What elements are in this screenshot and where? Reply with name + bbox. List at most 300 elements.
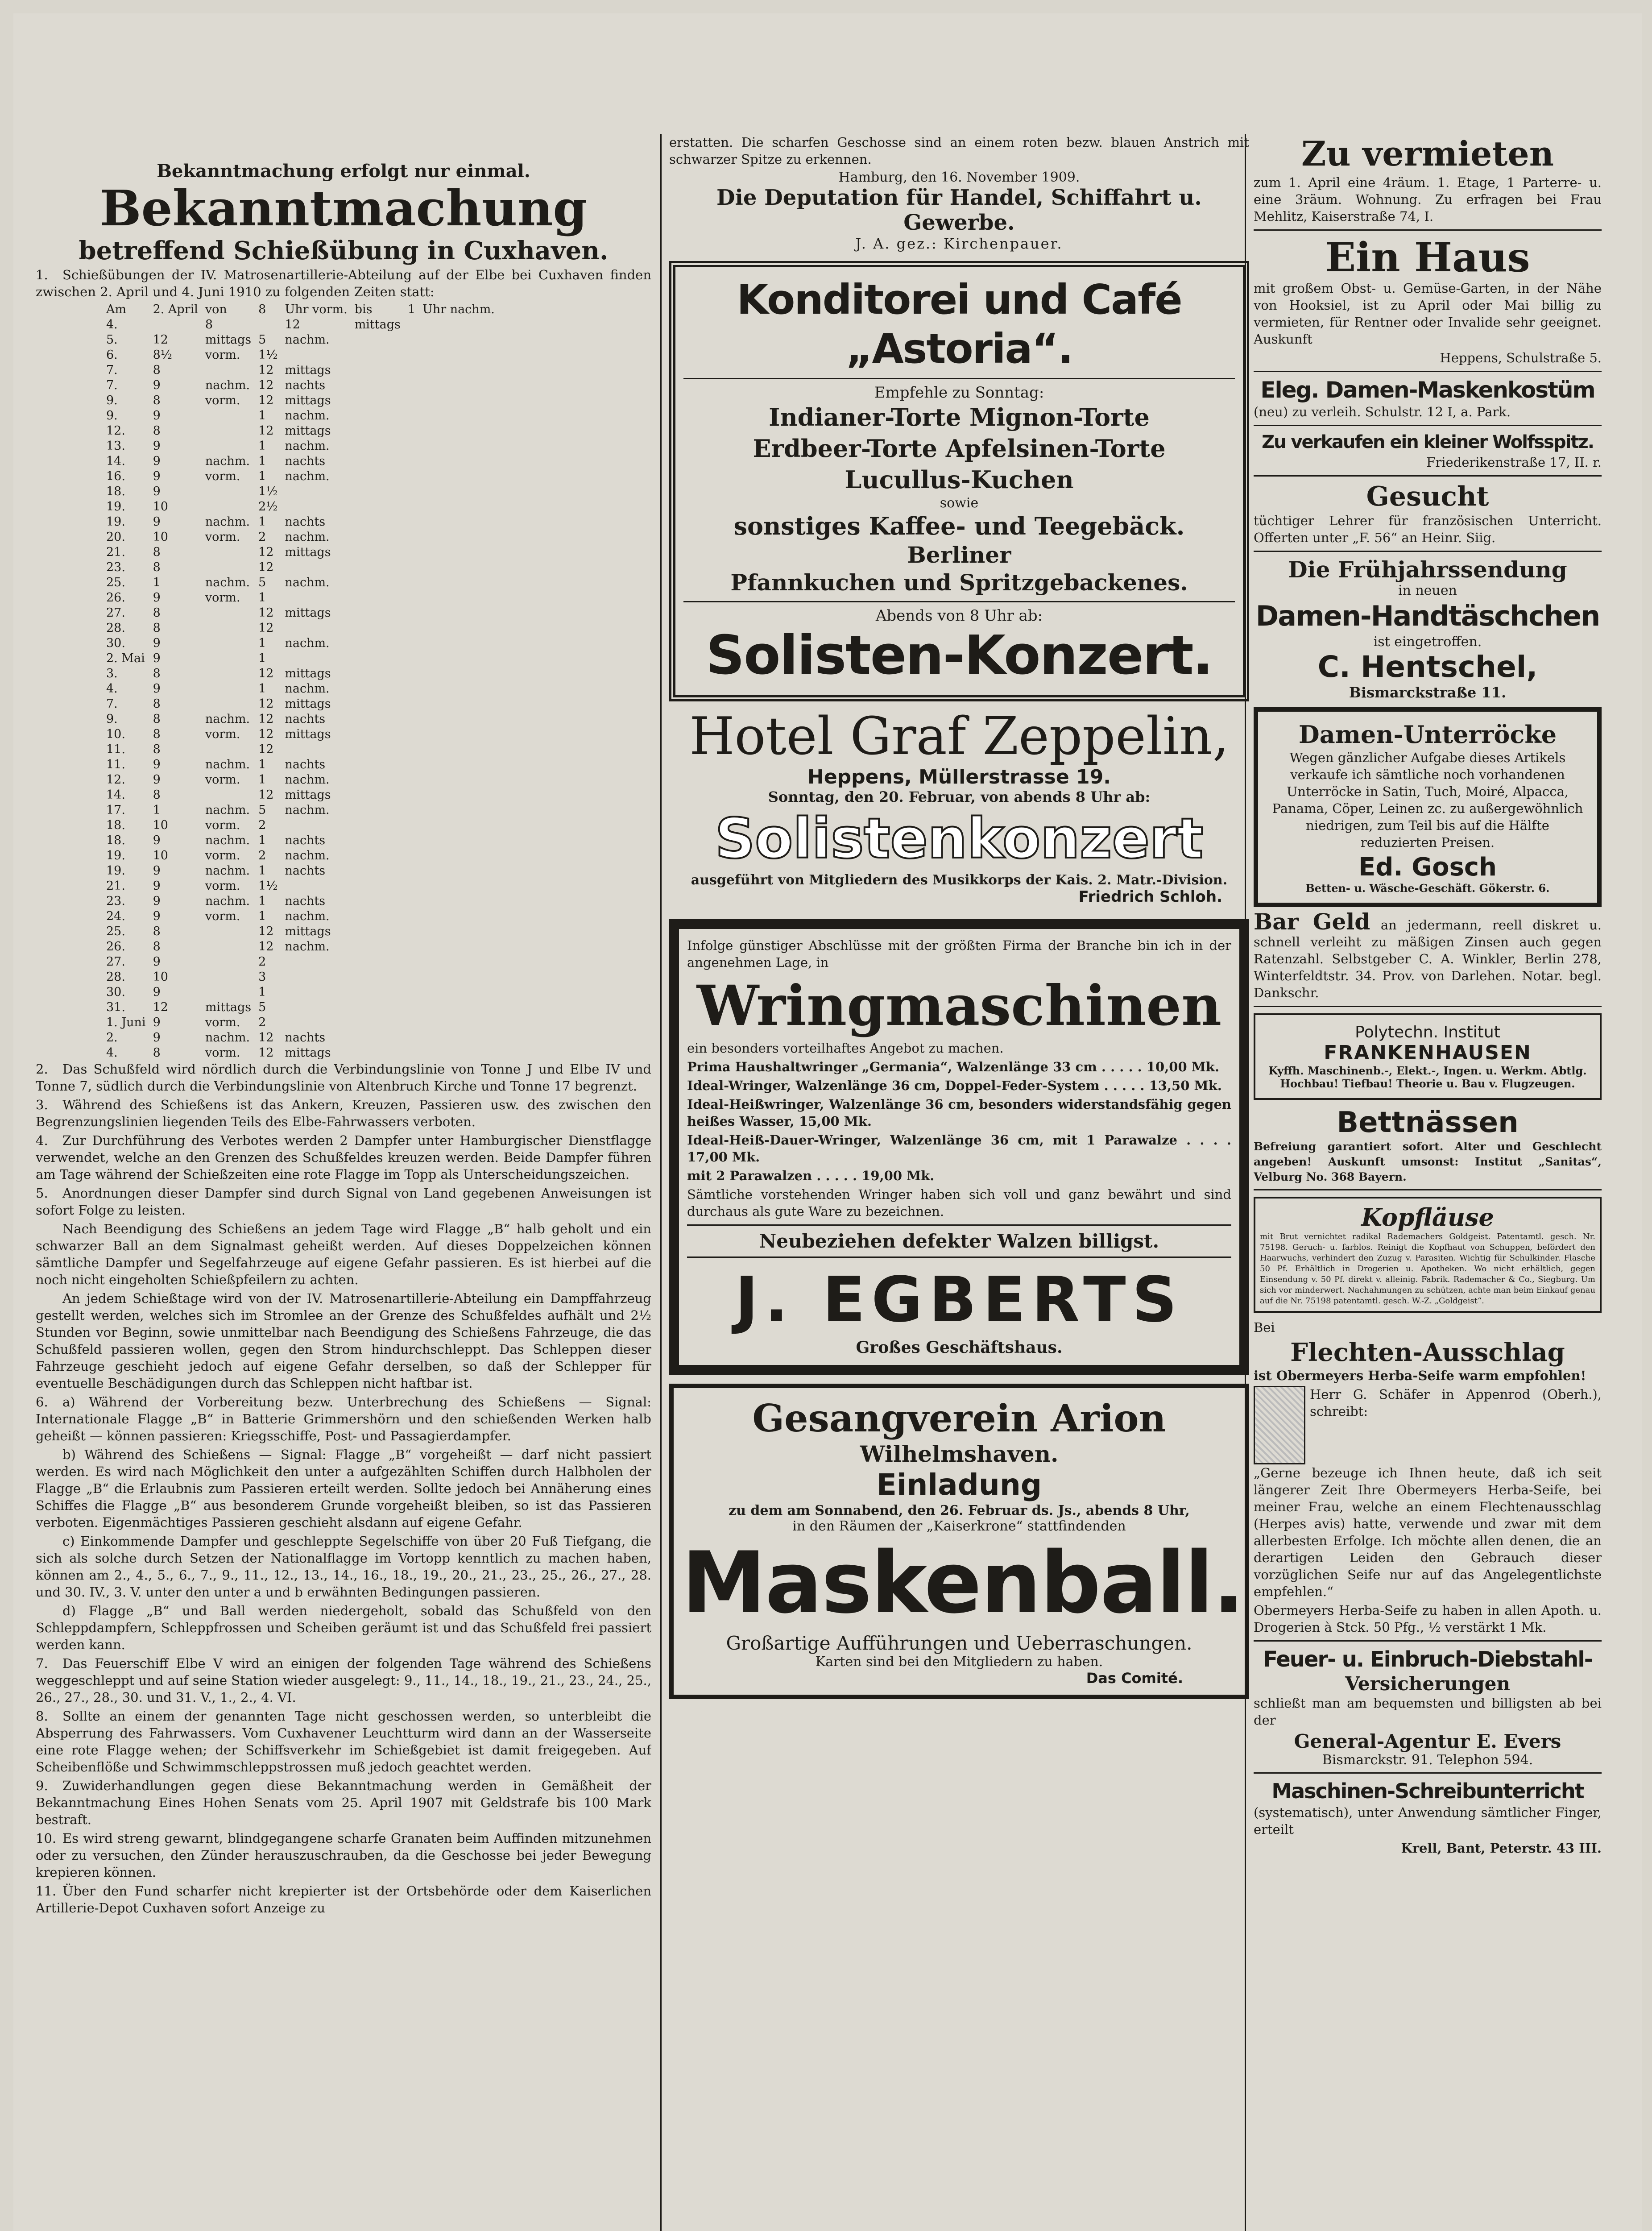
wringer-ad <box>669 919 1249 1375</box>
dog-address: Friederikenstraße 17, II. r. <box>1426 455 1602 470</box>
schedule-row <box>103 894 498 909</box>
arion-title: Gesangverein Arion <box>752 1396 1166 1440</box>
schedule-row <box>103 727 498 742</box>
schedule-cell: 12 <box>258 560 274 574</box>
schedule-cell: 9 <box>153 955 161 969</box>
insurance-sub: Versicherungen <box>1345 1673 1510 1695</box>
schedule-row <box>103 545 498 560</box>
bedwetting-title: Bettnässen <box>1337 1106 1519 1139</box>
schedule-cell: nachm. <box>285 530 330 544</box>
schedule-cell <box>202 636 255 651</box>
schedule-cell: 9 <box>153 834 161 847</box>
polytech-line: Polytechn. Institut <box>1355 1023 1500 1041</box>
schedule-cell: 4. <box>106 318 118 332</box>
schedule-cell: vorm. <box>205 530 240 544</box>
wringer-repair: Neubeziehen defekter Walzen billigst. <box>759 1230 1159 1252</box>
schedule-cell: 9 <box>153 773 161 787</box>
schedule-cell: mittags <box>285 606 331 620</box>
schedule-cell: nachm. <box>285 803 330 817</box>
schedule-cell: 9 <box>153 909 161 923</box>
schedule-cell <box>202 621 255 636</box>
egberts-name: J. EGBERTS <box>735 1264 1184 1336</box>
schedule-cell: 12 <box>258 1046 274 1060</box>
schedule-cell: nachm. <box>205 1031 250 1045</box>
schedule-cell: 5 <box>258 1000 266 1014</box>
schedule-cell <box>202 439 255 454</box>
schedule-cell: 30. <box>106 985 125 999</box>
schedule-row <box>103 1000 498 1015</box>
schedule-cell: 9 <box>153 591 161 605</box>
schedule-row <box>103 530 498 545</box>
schedule-cell: 1. Juni <box>106 1016 146 1029</box>
schedule-cell <box>202 545 255 560</box>
product-illustration <box>1254 1386 1305 1464</box>
schedule-row <box>103 863 498 879</box>
schedule-row <box>103 348 498 363</box>
polytech-name: FRANKENHAUSEN <box>1324 1041 1532 1064</box>
schedule-header-cell: Am <box>106 303 127 316</box>
wringer-offer: ein besonders vorteilhaftes Angebot zu machen. <box>687 1041 1004 1056</box>
schedule-cell: 12 <box>285 318 300 332</box>
schedule-cell: 21. <box>106 879 125 893</box>
schedule-cell: 24. <box>106 909 125 923</box>
schedule-cell: 12 <box>258 712 274 726</box>
notice-date: Hamburg, den 16. November 1909. <box>838 170 1080 185</box>
notice-paragraph: 11. Über den Fund scharfer nicht krepierter ist der Ortsbehörde oder dem Kaiserlichen Artillerie-Depot Cuxhaven sofort Anzeige zu <box>36 1883 651 1916</box>
notice-paragraph: d) Flagge „B“ und Ball werden niedergeholt, sobald das Schußfeld von den Schleppdampfern, Schleppfrossen und Scheiben geräumt ist und das Schußfeld frei passiert werden kann. <box>36 1603 651 1652</box>
schedule-cell: 12 <box>258 378 274 392</box>
notice-paragraph: c) Einkommende Dampfer und geschleppte Segelschiffe von über 20 Fuß Tiefgang, die sich als solche durch Setzen der Nationalflagge im Vortopp kenntlich zu machen haben, können am 2., 4., 5., 6., 7., 9., 11., 12., 13., 14., 16., 18., 19., 20., 21., 23., 25., 26., 27., 28. und 30. IV., 3. V. unter den unter a und b erwähnten Bedingungen passieren. <box>36 1534 651 1600</box>
schedule-cell: 4. <box>106 682 118 696</box>
schedule-cell <box>202 924 255 939</box>
schedule-row <box>103 378 498 393</box>
schedule-cell <box>202 423 255 439</box>
wanted-title: Gesucht <box>1366 481 1489 512</box>
hotel-performers: ausgeführt von Mitgliedern des Musikkorps der Kais. 2. Matr.-Division. <box>691 872 1228 888</box>
lice-text: mit Brut vernichtet radikal Rademachers Goldgeist. Patentamtl. gesch. Nr. 75198. Geruch- u. farblos. Reinigt die Kopfhaut von Schuppen, befördert den Haarwuchs, verhindert den Zuzug v. Parasiten. Wichtig für Schulkinder. Flasche 50 Pf. Erhältlich in Drogerien u. Apotheken. Wo nicht erhältlich, gegen Einsendung v. 50 Pf. direkt v. alleinig. Fabrik. Rademacher & Co., Siegburg. Um sich vor minderwert. Nachahmungen zu schützen, achte man beim Einkauf genau auf die Nr. 75198 patentamtl. gesch. W.-Z. „Goldgeist“. <box>1260 1232 1595 1306</box>
schedule-cell <box>281 879 351 894</box>
gosch-name: Ed. Gosch <box>1358 853 1497 882</box>
schedule-cell: 26. <box>106 940 125 954</box>
schedule-row <box>103 818 498 833</box>
schedule-cell: 10 <box>153 849 168 863</box>
schedule-row <box>103 697 498 712</box>
schedule-cell: 8 <box>153 606 161 620</box>
schedule-row <box>103 757 498 772</box>
notice-signature: J. A. gez.: Kirchenpauer. <box>855 235 1063 252</box>
schedule-cell: 8 <box>153 667 161 680</box>
wringer-item: Ideal-Heiß-Dauer-Wringer, Walzenlänge 36 cm, mit 1 Parawalze . . . . 17,00 Mk. <box>687 1132 1231 1165</box>
schedule-cell: 9 <box>153 636 161 650</box>
schedule-cell: nachm. <box>285 909 330 923</box>
wringer-item: Ideal-Heißwringer, Walzenlänge 36 cm, besonders widerstandsfähig gegen heißes Wasser, 15,00 Mk. <box>687 1097 1231 1129</box>
schedule-cell: 8 <box>153 742 161 756</box>
schedule-cell: 8 <box>153 712 161 726</box>
schedule-cell: 8 <box>153 727 161 741</box>
schedule-cell: 12 <box>258 1031 274 1045</box>
schedule-cell: 28. <box>106 621 125 635</box>
schedule-cell: 1 <box>258 651 266 665</box>
schedule-cell <box>202 939 255 954</box>
schedule-cell: nachm. <box>205 758 250 771</box>
schedule-cell: 8 <box>153 925 161 938</box>
schedule-row <box>103 909 498 924</box>
schedule-cell: 9 <box>153 682 161 696</box>
schedule-cell: nachts <box>285 864 326 878</box>
schedule-cell: mittags <box>354 318 401 332</box>
schedule-cell: 12 <box>258 363 274 377</box>
schedule-cell: mittags <box>205 1000 252 1014</box>
typing-title: Maschinen-Schreibunterricht <box>1271 1779 1584 1803</box>
schedule-cell: 9 <box>153 515 161 529</box>
schedule-cell <box>281 985 351 1000</box>
schedule-cell: 1 <box>258 909 266 923</box>
notice-paragraph: 7. Das Feuerschiff Elbe V wird an einigen der folgenden Tage während des Schießens weggeschleppt und auf seine Station wieder ausgelegt: 9., 11., 14., 18., 19., 21., 23., 24., 25., 26., 27., 28., 30. und 31. V., 1., 2., 4. VI. <box>36 1656 651 1705</box>
schedule-cell <box>281 970 351 985</box>
schedule-cell: 14. <box>106 454 125 468</box>
schedule-cell <box>202 499 255 514</box>
schedule-row <box>103 499 498 514</box>
house-text: mit großem Obst- u. Gemüse-Garten, in der Nähe von Hooksiel, ist zu April oder Mai billig zu vermieten, für Rentner oder Invalide sehr geeignet. Auskunft <box>1254 281 1602 347</box>
schedule-cell: 7. <box>106 363 118 377</box>
cafe-evening: Abends von 8 Uhr ab: <box>875 607 1043 625</box>
schedule-cell: nachm. <box>205 515 250 529</box>
schedule-row <box>103 803 498 818</box>
schedule-cell: 1 <box>258 985 266 999</box>
dog-title: Zu verkaufen ein kleiner Wolfsspitz. <box>1262 432 1594 452</box>
schedule-cell: 23. <box>106 894 125 908</box>
schedule-header-cell: 2. April <box>153 303 198 316</box>
schedule-cell: 10 <box>153 530 168 544</box>
schedule-cell <box>202 788 255 803</box>
hotel-name: Hotel Graf Zeppelin, <box>689 706 1229 767</box>
cafe-recommend: Empfehle zu Sonntag: <box>874 384 1044 402</box>
schedule-row <box>103 879 498 894</box>
schedule-cell: 2 <box>258 1016 266 1029</box>
schedule-cell: mittags <box>285 788 331 802</box>
schedule-cell: 1 <box>258 864 266 878</box>
schedule-row <box>103 651 498 666</box>
schedule-cell: vorm. <box>205 1016 240 1029</box>
schedule-cell: vorm. <box>205 591 240 605</box>
schedule-cell <box>202 697 255 712</box>
schedule-cell: 20. <box>106 530 125 544</box>
evers-name: General-Agentur E. Evers <box>1294 1730 1561 1752</box>
schedule-cell: mittags <box>205 333 252 347</box>
schedule-cell: 9 <box>153 409 161 423</box>
schedule-cell: nachm. <box>205 834 250 847</box>
schedule-cell: 1 <box>258 439 266 453</box>
arion-ad <box>669 1384 1249 1699</box>
schedule-cell: 12 <box>258 788 274 802</box>
schedule-cell: 4. <box>106 1046 118 1060</box>
schedule-cell: 8 <box>153 545 161 559</box>
schedule-cell <box>202 363 255 378</box>
rent-text: zum 1. April eine 4räum. 1. Etage, 1 Parterre- u. eine 3räum. Wohnung. Zu erfragen bei Frau Mehlitz, Kaiserstraße 74, I. <box>1254 175 1602 224</box>
schedule-cell: 8 <box>153 697 161 711</box>
schedule-cell: nachm. <box>205 576 250 589</box>
cafe-more: sonstiges Kaffee- und Teegebäck. <box>733 512 1185 540</box>
schedule-cell: 12. <box>106 773 125 787</box>
schedule-cell: nachm. <box>285 409 330 423</box>
arion-invitation: Einladung <box>876 1468 1042 1502</box>
schedule-cell: 12 <box>258 545 274 559</box>
schedule-cell <box>202 681 255 697</box>
schedule-header-cell: Uhr vorm. <box>285 303 348 316</box>
schedule-cell: vorm. <box>205 1046 240 1060</box>
schedule-cell: 31. <box>106 1000 125 1014</box>
schedule-row <box>103 423 498 439</box>
schedule-cell: vorm. <box>205 469 240 483</box>
arion-city: Wilhelmshaven. <box>860 1441 1059 1467</box>
petticoat-text: Wegen gänzlicher Aufgabe dieses Artikels verkaufe ich sämtliche noch vorhandenen Unterröcke in Satin, Tuch, Moiré, Alpacca, Panama, Cöper, Leinen zc. zu außergewöhnlich niedrigen, zum Teil bis auf die Hälfte reduzierten Preisen. <box>1272 750 1583 850</box>
schedule-cell: 8 <box>153 1046 161 1060</box>
cafe-item: Lucullus-Kuchen <box>845 465 1074 494</box>
schedule-cell <box>281 621 351 636</box>
schedule-cell <box>202 742 255 757</box>
schedule-cell: nachts <box>285 378 326 392</box>
schedule-row <box>103 439 498 454</box>
polytech-text: Kyffh. Maschinenb.-, Elekt.-, Ingen. u. Werkm. Abtlg. Hochbau! Tiefbau! Theorie u. Bau v. Flugzeugen. <box>1268 1064 1587 1090</box>
evers-address: Bismarckstr. 91. Telephon 594. <box>1322 1752 1533 1768</box>
schedule-cell: 5 <box>258 576 266 589</box>
schedule-cell: 8 <box>153 394 161 407</box>
schedule-cell: mittags <box>285 727 331 741</box>
schedule-row <box>103 514 498 530</box>
schedule-header-row <box>103 302 498 317</box>
cafe-title: Konditorei und Café „Astoria“. <box>737 276 1182 373</box>
schedule-cell <box>281 499 351 514</box>
schedule-cell: 9 <box>153 454 161 468</box>
notice-paragraph: Nach Beendigung des Schießens an jedem Tage wird Flagge „B“ halb geholt und ein schwarzer Ball an dem Signalmast geheißt werden. Auf dieses Doppelzeichen können sämtliche Dampfer und Segelfahrzeuge auf eigene Gefahr passieren. Es ist hierbei auf die noch nicht eingeholten Schießpfeilern zu achten. <box>36 1221 651 1287</box>
notice-paragraph: 6. a) Während der Vorbereitung bezw. Unterbrechung des Schießens — Signal: Internationale Flagge „B“ in Batterie Grimmershörn und den schießenden Werken halb geheißt — können passieren: Kriegsschiffe, Post- und Passagierdampfer. <box>36 1394 651 1443</box>
schedule-cell: vorm. <box>205 849 240 863</box>
schedule-cell: vorm. <box>205 394 240 407</box>
schedule-cell: 9 <box>153 439 161 453</box>
cafe-concert: Solisten-Konzert. <box>706 625 1213 687</box>
eczema-testimonial <box>1254 1386 1602 1464</box>
schedule-cell: 18. <box>106 485 125 498</box>
schedule-row <box>103 1030 498 1045</box>
cafe-item: Indianer-Torte Mignon-Torte <box>769 403 1150 431</box>
schedule-cell: vorm. <box>205 909 240 923</box>
schedule-cell: nachm. <box>285 849 330 863</box>
schedule-cell: nachts <box>285 712 326 726</box>
schedule-cell: 1 <box>258 834 266 847</box>
schedule-header-cell: 1 <box>407 303 416 316</box>
schedule-cell: 7. <box>106 378 118 392</box>
eczema-bei: Bei <box>1254 1320 1275 1335</box>
schedule-cell: 10 <box>153 818 168 832</box>
schedule-cell: 1 <box>153 803 161 817</box>
schedule-cell: 1 <box>258 682 266 696</box>
schedule-cell: nachts <box>285 834 326 847</box>
schedule-cell <box>202 560 255 575</box>
schedule-cell: 12. <box>106 424 125 438</box>
typing-text: (systematisch), unter Anwendung sämtlicher Finger, erteilt <box>1254 1805 1602 1837</box>
schedule-row <box>103 772 498 788</box>
schedule-cell: nachm. <box>205 454 250 468</box>
schedule-cell: nachts <box>285 515 326 529</box>
house-title: Ein Haus <box>1325 234 1530 281</box>
eczema-title: Flechten-Ausschlag <box>1290 1338 1565 1367</box>
wringer-note: Sämtliche vorstehenden Wringer haben sich voll und ganz bewährt und sind durchaus als gute Ware zu bezeichnen. <box>687 1187 1231 1219</box>
schedule-cell <box>202 605 255 621</box>
schedule-cell <box>281 590 351 605</box>
notice-paragraph: 3. Während des Schießens ist das Ankern, Kreuzen, Passieren usw. des zwischen den Begrenzungslinien liegenden Teils des Elbe-Fahrwassers verboten. <box>36 1097 651 1129</box>
schedule-cell: 1½ <box>258 348 278 362</box>
schedule-cell: 9 <box>153 985 161 999</box>
schedule-cell: 5 <box>258 333 266 347</box>
schedule-cell: 12 <box>153 333 168 347</box>
money-ad: Bar Geld an jedermann, reell diskret u. schnell verleiht zu mäßigen Zinsen auch gegen Ratenzahl. Selbstgeber C. A. Winkler, Berlin 278, Winterfeldtstr. 34. Prov. von Darlehen. Notar. begl. Dankschr. <box>1254 908 1602 1000</box>
wringer-item: Ideal-Wringer, Walzenlänge 36 cm, Doppel-Feder-System . . . . . 13,50 Mk. <box>687 1078 1222 1093</box>
arion-cards: Karten sind bei den Mitgliedern zu haben. <box>815 1654 1103 1670</box>
column-right <box>1254 134 1602 2231</box>
notice-paragraph: 9. Zuwiderhandlungen gegen diese Bekanntmachung werden in Gemäßheit der Bekanntmachung Eines Hohen Senats vom 25. April 1907 mit Geldstrafe bis 100 Mark bestraft. <box>36 1778 651 1827</box>
schedule-row <box>103 712 498 727</box>
schedule-cell: 1 <box>258 636 266 650</box>
lice-title: Kopfläuse <box>1361 1203 1494 1232</box>
insurance-text: schließt man am bequemsten und billigsten ab bei der <box>1254 1696 1602 1728</box>
schedule-cell: 8 <box>153 940 161 954</box>
notice-paragraph: 5. Anordnungen dieser Dampfer sind durch Signal von Land gegebenen Anweisungen ist sofort Folge zu leisten. <box>36 1186 651 1218</box>
schedule-cell: 28. <box>106 970 125 984</box>
schedule-cell: 1 <box>258 515 266 529</box>
schedule-cell: 9 <box>153 879 161 893</box>
arion-date: zu dem am Sonnabend, den 26. Februar ds. Js., abends 8 Uhr, <box>729 1503 1190 1518</box>
schedule-row <box>103 954 498 970</box>
spring-in: in neuen <box>1398 583 1457 598</box>
arion-signature: Das Comité. <box>1086 1670 1183 1687</box>
schedule-cell: 8 <box>153 363 161 377</box>
petticoat-ad <box>1254 707 1602 907</box>
schedule-cell: 11. <box>106 742 125 756</box>
schedule-cell: 8 <box>153 424 161 438</box>
schedule-cell: vorm. <box>205 773 240 787</box>
schedule-cell: 1 <box>258 894 266 908</box>
schedule-row <box>103 393 498 408</box>
schedule-cell: 12 <box>258 621 274 635</box>
wringer-item: mit 2 Parawalzen . . . . . 19,00 Mk. <box>687 1168 935 1183</box>
schedule-cell: 3 <box>258 970 266 984</box>
schedule-cell: 21. <box>106 545 125 559</box>
schedule-cell: 6. <box>106 348 118 362</box>
cafe-sowie: sowie <box>940 495 979 511</box>
schedule-cell <box>202 408 255 423</box>
schedule-header-cell: Uhr nachm. <box>422 303 495 316</box>
petticoat-title: Damen-Unterröcke <box>1298 720 1557 749</box>
arion-place: in den Räumen der „Kaiserkrone“ stattfindenden <box>792 1518 1126 1534</box>
schedule-cell: 10 <box>153 500 168 514</box>
schedule-cell: 2. Mai <box>106 651 145 665</box>
schedule-cell: nachm. <box>285 469 330 483</box>
schedule-cell <box>281 818 351 833</box>
schedule-cell: 9 <box>153 1031 161 1045</box>
spring-bags: Damen-Handtäschchen <box>1255 600 1600 632</box>
schedule-cell: nachts <box>285 758 326 771</box>
schedule-row <box>103 560 498 575</box>
house-address: Heppens, Schulstraße 5. <box>1440 350 1602 365</box>
schedule-cell: 25. <box>106 576 125 589</box>
schedule-cell <box>281 954 351 970</box>
eczema-price: Obermeyers Herba-Seife zu haben in allen Apoth. u. Drogerien à Stck. 50 Pfg., ½ verstärkt 1 Mk. <box>1254 1603 1602 1635</box>
polytech-ad <box>1254 1013 1602 1100</box>
schedule-cell: 1 <box>258 591 266 605</box>
schedule-header-cell: bis <box>354 303 373 316</box>
schedule-cell: vorm. <box>205 348 240 362</box>
wanted-text: tüchtiger Lehrer für französischen Unterricht. Offerten unter „F. 56“ an Heinr. Siig. <box>1254 513 1602 545</box>
schedule-cell: 9. <box>106 712 118 726</box>
typing-contact: Krell, Bant, Peterstr. 43 III. <box>1401 1841 1602 1856</box>
schedule-cell: 9. <box>106 394 118 407</box>
notice-paragraphs <box>36 1061 651 1916</box>
schedule-cell: 7. <box>106 697 118 711</box>
schedule-cell: vorm. <box>205 727 240 741</box>
schedule-cell: 12 <box>258 925 274 938</box>
schedule-cell: 2 <box>258 955 266 969</box>
hotel-date: Sonntag, den 20. Februar, von abends 8 Uhr ab: <box>768 788 1151 805</box>
schedule-cell: nachm. <box>205 378 250 392</box>
schedule-row <box>103 454 498 469</box>
schedule-cell: 12 <box>258 394 274 407</box>
schedule-cell: 1 <box>153 576 161 589</box>
schedule-cell: 18. <box>106 834 125 847</box>
column-left <box>36 134 651 2231</box>
schedule-row <box>103 621 498 636</box>
schedule-cell <box>255 317 281 332</box>
schedule-cell: 5. <box>106 333 118 347</box>
schedule-cell: 12 <box>258 742 274 756</box>
schedule-cell <box>149 317 202 332</box>
notice-paragraph: 4. Zur Durchführung des Verbotes werden 2 Dampfer unter Hamburgischer Dienstflagge verwendet, welche an den Grenzen des Schußfeldes kreuzen werden. Beide Dampfer führen am Tage während der Schießzeiten eine rote Flagge im Topp als Unterscheidungszeichen. <box>36 1133 651 1182</box>
egberts-sub: Großes Geschäftshaus. <box>856 1338 1063 1357</box>
hentschel-name: C. Hentschel, <box>1317 650 1538 684</box>
schedule-cell: 8 <box>153 621 161 635</box>
schedule-cell <box>202 985 255 1000</box>
schedule-cell: nachm. <box>285 940 330 954</box>
schedule-cell: mittags <box>285 697 331 711</box>
schedule-cell: 30. <box>106 636 125 650</box>
cafe-berliner: Berliner <box>907 542 1011 568</box>
schedule-cell: 19. <box>106 500 125 514</box>
notice-title: Bekanntmachung <box>99 179 588 237</box>
schedule-cell <box>202 954 255 970</box>
schedule-row <box>103 484 498 499</box>
schedule-row <box>103 469 498 484</box>
spring-title: Die Frühjahrssendung <box>1288 556 1567 583</box>
costume-text: (neu) zu verleih. Schulstr. 12 I, a. Park. <box>1254 404 1511 419</box>
schedule-cell: 8 <box>153 788 161 802</box>
schedule-row <box>103 590 498 605</box>
schedule-cell: 9. <box>106 409 118 423</box>
schedule-cell: mittags <box>285 925 331 938</box>
schedule-cell <box>202 484 255 499</box>
schedule-cell: 25. <box>106 925 125 938</box>
schedule-cell: mittags <box>285 424 331 438</box>
arion-fun: Großartige Aufführungen und Ueberraschungen. <box>726 1632 1192 1654</box>
wringer-title: Wringmaschinen <box>696 974 1222 1038</box>
schedule-cell: 12 <box>258 606 274 620</box>
schedule-cell: 8 <box>205 318 213 332</box>
schedule-cell: 12 <box>258 697 274 711</box>
schedule-cell: 9 <box>153 485 161 498</box>
spring-arrived: ist eingetroffen. <box>1373 634 1482 650</box>
schedule-row <box>103 833 498 848</box>
schedule-cell: 9 <box>153 378 161 392</box>
eczema-sub: ist Obermeyers Herba-Seife warm empfohlen! <box>1254 1368 1586 1383</box>
schedule-cell: 8½ <box>153 348 172 362</box>
